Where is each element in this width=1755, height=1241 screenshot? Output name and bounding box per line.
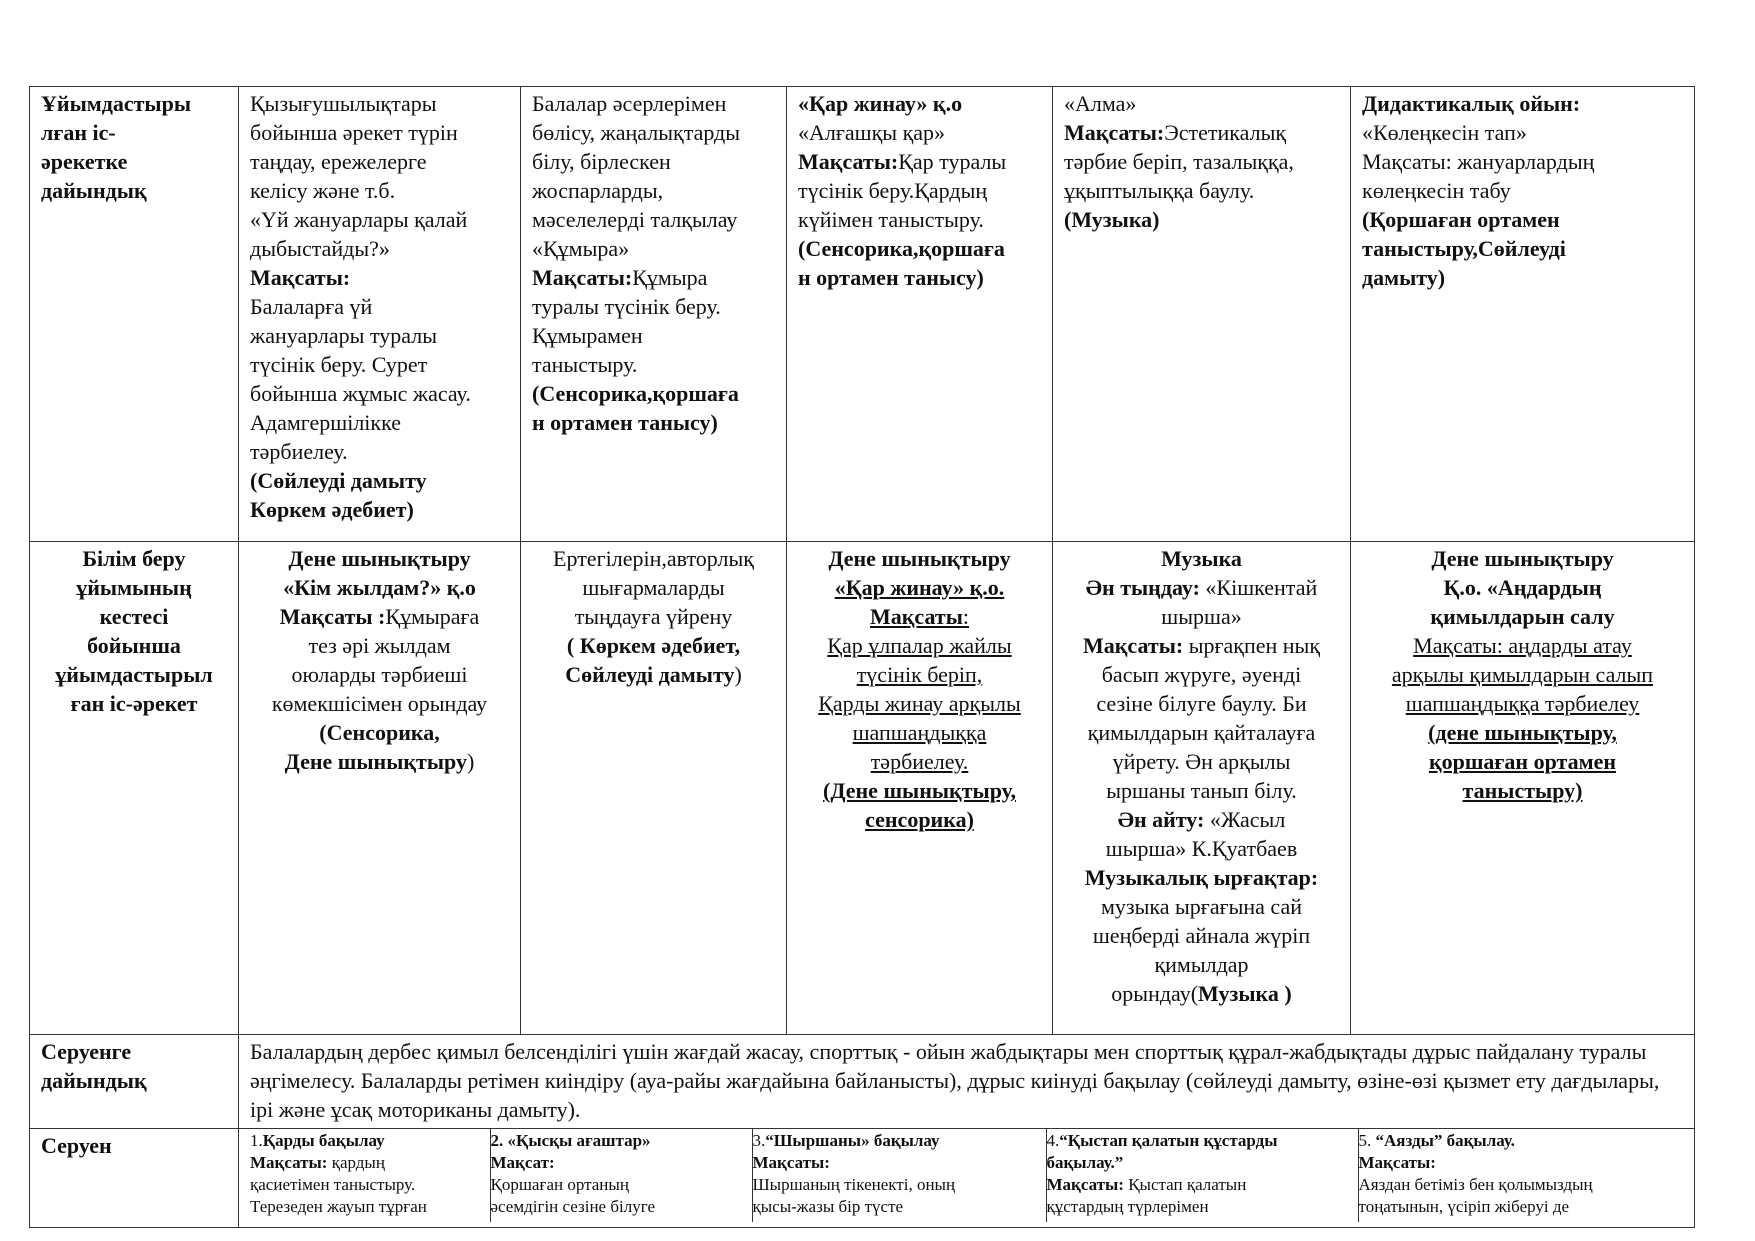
cell-line: (Сенсорика,қоршаға	[798, 236, 1005, 261]
cell-line: ( Көркем әдебиет,	[566, 633, 741, 658]
cell-line: (Музыка)	[1064, 207, 1160, 232]
cell-line: жоспарларды,	[532, 178, 664, 203]
cell-line: 3.“Шыршаны» бақылау	[752, 1131, 940, 1150]
cell-line: Балаларға үй	[250, 294, 373, 319]
cell-line: Қарды жинау арқылы	[818, 691, 1021, 716]
cell-line: ұқыптылыққа баулу.	[1064, 178, 1255, 203]
cell-line: тәрбиелеу.	[870, 749, 969, 774]
cell-line: таңдау, ережелерге	[250, 149, 427, 174]
walk-cell-3	[752, 1129, 1046, 1222]
cell-line: таныстыру)	[1462, 778, 1583, 803]
cell-line: бойынша жұмыс жасау.	[250, 381, 471, 406]
cell-line: Мақсаты: аңдарды атау	[1413, 633, 1632, 658]
cell-line: Мақсаты :Құмыраға	[279, 604, 480, 629]
cell-friday-prep	[1351, 87, 1695, 542]
cell-line: тәрбие беріп, тазалыққа,	[1064, 149, 1294, 174]
cell-line: Мақсаты:	[869, 604, 969, 629]
cell-line: Дене шынықтыру)	[284, 749, 475, 774]
cell-line: «Алғашқы қар»	[798, 120, 946, 145]
cell-line: күйімен таныстыру.	[798, 207, 984, 232]
cell-line: Ертегілерін,авторлық	[553, 546, 754, 571]
cell-line: шырша» К.Қуатбаев	[1105, 836, 1298, 861]
cell-line: қасиетімен таныстыру.	[250, 1175, 416, 1194]
walk-cell-1	[239, 1129, 490, 1222]
cell-line: Музыкалық ырғақтар:	[1084, 865, 1319, 890]
cell-line: орындау(Музыка )	[1111, 981, 1292, 1006]
cell-line: Дидактикалық ойын:	[1362, 91, 1581, 116]
label-line: дайындық	[41, 178, 147, 203]
cell-line: Мақсаты: Қыстап қалатын	[1046, 1175, 1247, 1194]
cell-line: Музыка	[1161, 546, 1242, 571]
cell-line: Құмырамен	[532, 323, 643, 348]
cell-line: көмекшісімен орындау	[271, 691, 488, 716]
cell-line: «Көлеңкесін тап»	[1362, 120, 1527, 145]
cell-line: арқылы қимылдарын салып	[1391, 662, 1654, 687]
cell-line: тыңдауға үйрену	[574, 604, 733, 629]
cell-line: үйрету. Ән арқылы	[1112, 749, 1291, 774]
cell-line: Мақсаты:	[752, 1153, 830, 1172]
label-line: ұйымдастырыл	[55, 662, 213, 687]
label-line: әрекетке	[41, 149, 128, 174]
cell-line: «Алма»	[1064, 91, 1137, 116]
cell-line: жануарлары туралы	[250, 323, 437, 348]
cell-friday-activity	[1351, 542, 1695, 1035]
cell-line: (Дене шынықтыру,	[823, 778, 1016, 803]
cell-line: Ән тыңдау: «Кішкентай	[1085, 575, 1318, 600]
cell-tuesday-activity	[521, 542, 787, 1035]
label-line: Білім беру	[82, 546, 186, 571]
cell-line: музыка ырғағына сай	[1101, 894, 1302, 919]
cell-line: көлеңкесін табу	[1362, 178, 1511, 203]
cell-line: Шыршаның тікенекті, оның	[752, 1175, 956, 1194]
cell-line: Аяздан бетіміз бен қолымыздың	[1358, 1175, 1593, 1194]
cell-line: шырша»	[1161, 604, 1242, 629]
cell-line: қимылдарын қайталауға	[1087, 720, 1316, 745]
cell-line: Мақсаты: қардың	[250, 1153, 385, 1172]
cell-line: (Сенсорика,	[319, 720, 440, 745]
cell-line: (дене шынықтыру,	[1428, 720, 1617, 745]
walk-cell-4	[1046, 1129, 1358, 1222]
cell-line: шапшаңдыққа тәрбиелеу	[1405, 691, 1640, 716]
walk-subtable-row	[239, 1129, 1695, 1222]
cell-line: Дене шынықтыру	[1431, 546, 1614, 571]
cell-line: «Құмыра»	[532, 236, 630, 261]
cell-line: «Қар жинау» қ.о	[798, 91, 963, 116]
cell-line: Мақсаты:Құмыра	[532, 265, 708, 290]
cell-line: таныстыру,Сөйлеуді	[1362, 236, 1566, 261]
cell-line: бойынша әрекет түрін	[250, 120, 458, 145]
table-row-walk-prep	[30, 1035, 1695, 1129]
cell-line: Мақсаты: жануарлардың	[1362, 149, 1595, 174]
cell-line: таныстыру.	[532, 352, 638, 377]
cell-line: Қар ұлпалар жайлы	[827, 633, 1012, 658]
cell-line: қимылдарын салу	[1430, 604, 1615, 629]
walk-cell-5	[1358, 1129, 1695, 1222]
cell-line: қимылдар	[1154, 952, 1249, 977]
cell-line: (Қоршаған ортамен	[1362, 207, 1560, 232]
label-line: Серуенге	[41, 1039, 132, 1064]
walk-prep-text: Балалардың дербес қимыл белсенділігі үшін жағдай жасау, спорттық - ойын жабдықтары мен спорттық құрал-жабдықтады дұрыс пайдалану туралы әңгімелесу. Балаларды ретімен киіндіру (ауа-райы жағдайына байланысты), дұрыс киінуді бақылау (сөйлеуді дамыту, өзіне-өзі қызмет ету дағдылары, ірі және ұсақ моториканы дамыту).	[239, 1035, 1695, 1129]
cell-line: мәселелерді талқылау	[532, 207, 738, 232]
cell-monday-activity	[239, 542, 521, 1035]
cell-line: (Сенсорика,қоршаға	[532, 381, 739, 406]
label-line: кестесі	[99, 604, 169, 629]
cell-thursday-activity	[1053, 542, 1351, 1035]
cell-line: Дене шынықтыру	[828, 546, 1011, 571]
cell-line: н ортамен танысу)	[532, 410, 718, 435]
cell-line: түсінік беру. Сурет	[250, 352, 428, 377]
cell-line: бөлісу, жаңалықтарды	[532, 120, 741, 145]
cell-line: шеңберді айнала жүріп	[1092, 923, 1311, 948]
cell-line: 4.“Қыстап қалатын құстарды	[1046, 1131, 1278, 1150]
cell-line: шапшаңдыққа	[852, 720, 987, 745]
cell-line: түсінік беру.Қардың	[798, 178, 988, 203]
label-line: дайындық	[41, 1068, 147, 1093]
cell-line: тез әрі жылдам	[308, 633, 451, 658]
cell-line: Балалар әсерлерімен	[532, 91, 727, 116]
cell-line: құстардың түрлерімен	[1046, 1197, 1209, 1216]
cell-line: ыршаны танып білу.	[1106, 778, 1297, 803]
walk-cell-2	[490, 1129, 752, 1222]
cell-line: Дене шынықтыру	[288, 546, 471, 571]
cell-line: әсемдігін сезіне білуге	[490, 1197, 656, 1216]
cell-line: «Кім жылдам?» қ.о	[283, 575, 476, 600]
table-row-walk	[30, 1129, 1695, 1228]
cell-line: Мақсаты:Қар туралы	[798, 149, 1007, 174]
label-line: лған іс-	[41, 120, 116, 145]
cell-line: келісу және т.б.	[250, 178, 396, 203]
cell-line: бақылау.”	[1046, 1153, 1124, 1172]
cell-line: туралы түсінік беру.	[532, 294, 721, 319]
cell-line: «Үй жануарлары қалай	[250, 207, 468, 232]
cell-tuesday-prep	[521, 87, 787, 542]
cell-line: басып жүруге, әуенді	[1101, 662, 1302, 687]
cell-line: Қызығушылықтары	[250, 91, 437, 116]
daily-plan-table	[29, 86, 1695, 1228]
cell-monday-prep	[239, 87, 521, 542]
cell-line: түсінік беріп,	[856, 662, 983, 687]
table-row-organized-activity	[30, 542, 1695, 1035]
cell-line: (Сөйлеуді дамыту	[250, 468, 427, 493]
row-label-prep	[30, 87, 239, 542]
row-label-walk: Серуен	[30, 1129, 239, 1228]
cell-line: Сөйлеуді дамыту)	[565, 662, 742, 687]
cell-line: дамыту)	[1362, 265, 1446, 290]
label-line: Ұйымдастыры	[41, 91, 192, 116]
row-label-organized-activity	[30, 542, 239, 1035]
cell-wednesday-prep	[787, 87, 1053, 542]
cell-line: Мақсаты:Эстетикалық	[1064, 120, 1287, 145]
cell-line: Мақсаты:	[250, 265, 351, 290]
cell-line: тәрбиелеу.	[250, 439, 348, 464]
cell-line: қоршаған ортамен	[1428, 749, 1617, 774]
cell-line: Мақсат:	[490, 1153, 555, 1172]
cell-line: Терезеден жауып тұрған	[250, 1197, 427, 1216]
cell-line: білу, бірлескен	[532, 149, 671, 174]
cell-line: Ән айту: «Жасыл	[1117, 807, 1286, 832]
cell-line: н ортамен танысу)	[798, 265, 984, 290]
cell-line: шығармаларды	[582, 575, 725, 600]
table-row-prep	[30, 87, 1695, 542]
cell-line: оюларды тәрбиеші	[291, 662, 468, 687]
walk-cells	[239, 1129, 1695, 1228]
cell-line: Мақсаты: ырғақпен нық	[1082, 633, 1321, 658]
cell-line: қысы-жазы бір түсте	[752, 1197, 904, 1216]
cell-line: Көркем әдебиет)	[250, 497, 414, 522]
cell-line: Қоршаған ортаның	[490, 1175, 629, 1194]
cell-thursday-prep	[1053, 87, 1351, 542]
label-line: бойынша	[87, 633, 181, 658]
cell-line: «Қар жинау» қ.о.	[834, 575, 1005, 600]
cell-line: тоңатынын, үсіріп жіберуі де	[1358, 1197, 1570, 1216]
label-line: ған іс-әрекет	[70, 691, 198, 716]
cell-wednesday-activity	[787, 542, 1053, 1035]
cell-line: Мақсаты:	[1358, 1153, 1436, 1172]
cell-line: дыбыстайды?»	[250, 236, 390, 261]
row-label-walk-prep	[30, 1035, 239, 1129]
cell-line: сенсорика)	[865, 807, 974, 832]
cell-line: Адамгершілікке	[250, 410, 402, 435]
cell-line: 1.Қарды бақылау	[250, 1131, 385, 1150]
cell-line: сезіне білуге баулу. Би	[1096, 691, 1307, 716]
cell-line: Қ.о. «Аңдардың	[1443, 575, 1602, 600]
cell-line: 5. “Аязды” бақылау.	[1358, 1131, 1515, 1150]
label-line: ұйымының	[76, 575, 192, 600]
walk-subtable	[239, 1129, 1695, 1222]
cell-line: 2. «Қысқы ағаштар»	[490, 1131, 651, 1150]
